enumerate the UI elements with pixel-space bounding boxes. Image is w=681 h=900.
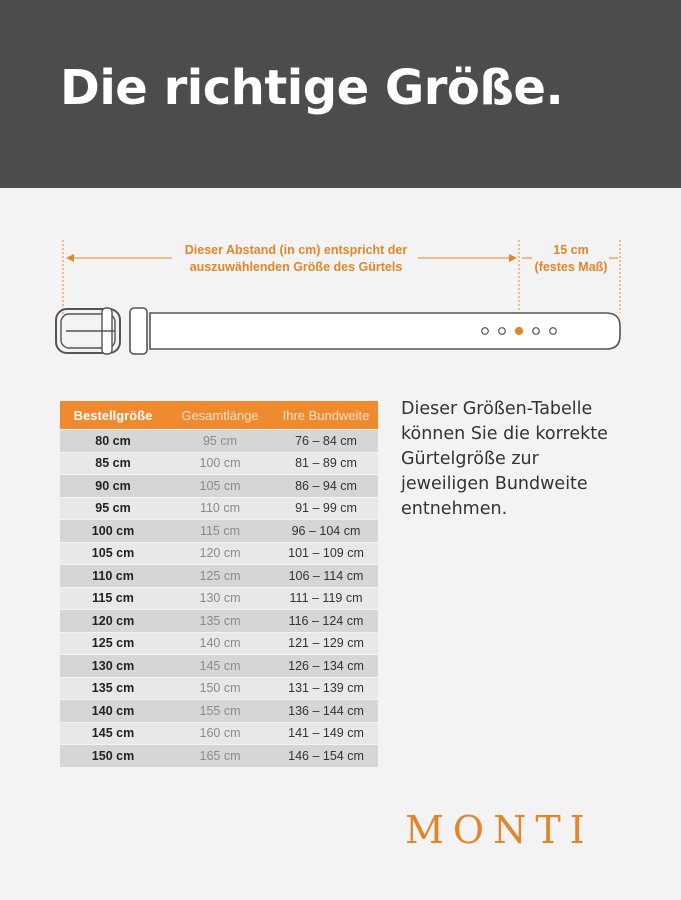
description-line: entnehmen. — [401, 499, 508, 519]
header-waist: Ihre Bundweite — [282, 407, 370, 423]
waist-cell: 86 – 94 cm — [295, 478, 357, 493]
order-size-cell: 130 cm — [91, 658, 135, 673]
description-line: Dieser Größen-Tabelle — [401, 399, 593, 419]
order-size-cell: 110 cm — [92, 568, 134, 583]
distance-label-line1: Dieser Abstand (in cm) entspricht der — [184, 243, 408, 257]
waist-cell: 111 – 119 cm — [289, 591, 363, 606]
distance-label — [170, 242, 422, 276]
waist-cell: 131 – 139 cm — [288, 681, 364, 696]
table-row — [60, 565, 378, 587]
size-table — [60, 401, 378, 767]
description-text — [401, 397, 651, 522]
total-length-cell: 105 cm — [199, 478, 241, 493]
order-size-cell: 115 cm — [92, 591, 134, 606]
total-length-cell: 110 cm — [199, 501, 241, 516]
order-size-cell: 140 cm — [91, 703, 135, 718]
order-size-cell: 135 cm — [91, 681, 135, 696]
brand-logo: MONTI — [405, 808, 594, 852]
order-size-cell: 85 cm — [95, 456, 131, 471]
waist-cell: 141 – 149 cm — [288, 726, 364, 741]
order-size-cell: 80 cm — [95, 433, 131, 448]
total-length-cell: 165 cm — [199, 748, 241, 763]
order-size-cell: 120 cm — [91, 613, 135, 628]
table-row — [60, 430, 378, 452]
order-size-cell: 125 cm — [91, 636, 135, 651]
table-row — [60, 633, 378, 655]
total-length-cell: 115 cm — [199, 523, 241, 538]
order-size-cell: 95 cm — [95, 501, 131, 516]
order-size-cell: 145 cm — [91, 726, 135, 741]
table-row — [60, 745, 378, 767]
distance-label-line2: auszuwählenden Größe des Gürtels — [189, 260, 403, 274]
total-length-cell: 135 cm — [199, 613, 241, 628]
table-row — [60, 610, 378, 632]
order-size-cell: 100 cm — [91, 523, 135, 538]
table-row — [60, 475, 378, 497]
waist-cell: 101 – 109 cm — [288, 546, 364, 561]
waist-cell: 126 – 134 cm — [288, 658, 364, 673]
header-total-length: Gesamtlänge — [181, 407, 259, 423]
total-length-cell: 95 cm — [202, 433, 238, 448]
page-title: Die richtige Größe. — [60, 60, 564, 116]
order-size-cell: 150 cm — [91, 748, 135, 763]
fixed-length-line2: (festes Maß) — [534, 260, 608, 274]
header-order-size: Bestellgröße — [73, 407, 153, 423]
total-length-cell: 120 cm — [199, 546, 241, 561]
description-line: können Sie die korrekte — [401, 424, 608, 444]
size-table-body — [60, 430, 378, 767]
table-row — [60, 678, 378, 700]
total-length-cell: 130 cm — [199, 591, 241, 606]
waist-cell: 91 – 99 cm — [295, 501, 357, 516]
total-length-cell: 160 cm — [199, 726, 241, 741]
header-banner — [0, 0, 681, 188]
waist-cell: 96 – 104 cm — [291, 523, 361, 538]
table-row — [60, 700, 378, 722]
table-row — [60, 543, 378, 565]
total-length-cell: 140 cm — [199, 636, 241, 651]
total-length-cell: 150 cm — [199, 681, 241, 696]
waist-cell: 116 – 124 cm — [288, 613, 364, 628]
description-line: jeweiligen Bundweite — [401, 474, 588, 494]
order-size-cell: 90 cm — [95, 478, 131, 493]
table-row — [60, 655, 378, 677]
order-size-cell: 105 cm — [91, 546, 135, 561]
description-line: Gürtelgröße zur — [401, 449, 539, 469]
belt-illustration — [0, 188, 681, 388]
size-table-header — [60, 401, 378, 429]
table-row — [60, 498, 378, 520]
fixed-length-line1: 15 cm — [553, 243, 589, 257]
total-length-cell: 100 cm — [199, 456, 241, 471]
table-row — [60, 520, 378, 542]
waist-cell: 106 – 114 cm — [288, 568, 364, 583]
waist-cell: 136 – 144 cm — [288, 703, 364, 718]
total-length-cell: 145 cm — [199, 658, 241, 673]
table-row — [60, 588, 378, 610]
total-length-cell: 125 cm — [199, 568, 241, 583]
table-row — [60, 723, 378, 745]
waist-cell: 81 – 89 cm — [295, 456, 357, 471]
waist-cell: 121 – 129 cm — [288, 636, 364, 651]
belt-diagram — [0, 188, 681, 388]
fixed-length-label — [526, 242, 616, 276]
total-length-cell: 155 cm — [199, 703, 241, 718]
waist-cell: 76 – 84 cm — [295, 433, 357, 448]
waist-cell: 146 – 154 cm — [288, 748, 364, 763]
table-row — [60, 453, 378, 475]
